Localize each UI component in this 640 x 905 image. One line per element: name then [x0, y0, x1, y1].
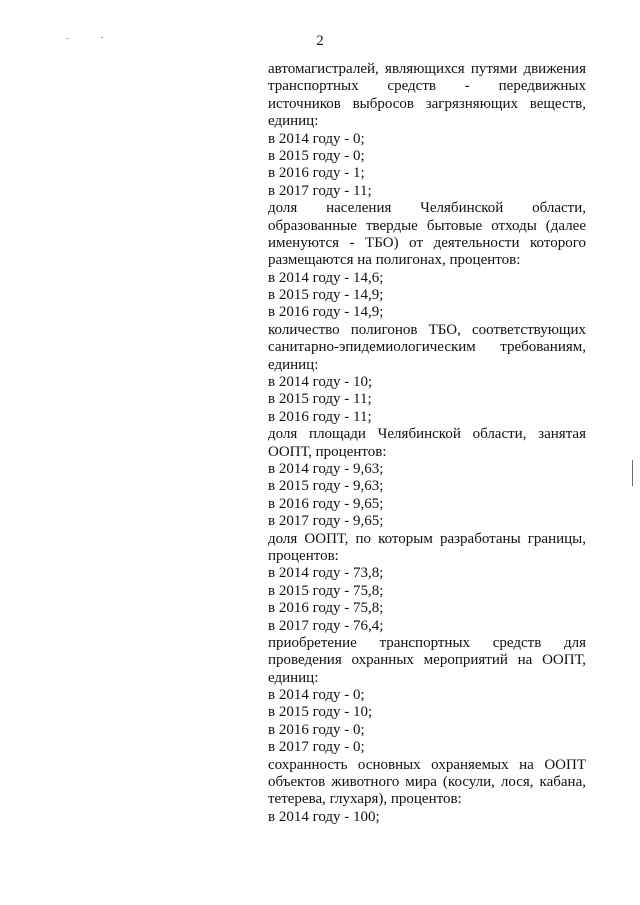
text-line: в 2014 году - 10; [268, 374, 373, 391]
text-line: количество полигонов ТБО, соответствующих [268, 321, 586, 338]
text-line: транспортных средств - передвижных [268, 78, 586, 95]
text-line: приобретение транспортных средств для [268, 634, 586, 651]
text-line: в 2017 году - 11; [268, 182, 372, 199]
text-line: в 2015 году - 0; [268, 147, 365, 164]
text-line: в 2016 году - 11; [268, 408, 372, 425]
text-line: в 2015 году - 9,63; [268, 478, 384, 495]
text-line: объектов животного мира (косули, лося, кабана, [268, 774, 586, 791]
text-line: в 2014 году - 0; [268, 130, 365, 147]
text-line: в 2015 году - 14,9; [268, 287, 384, 304]
text-line: размещаются на полигонах, процентов: [268, 252, 521, 269]
text-line: доля площади Челябинской области, занятая [268, 426, 586, 443]
text-line: в 2017 году - 76,4; [268, 617, 384, 634]
text-line: источников выбросов загрязняющих веществ, [268, 95, 586, 112]
text-line: тетерева, глухаря), процентов: [268, 791, 462, 808]
text-line: в 2016 году - 14,9; [268, 304, 384, 321]
text-line: в 2014 году - 9,63; [268, 460, 384, 477]
text-line: единиц: [268, 356, 319, 373]
text-line: в 2014 году - 0; [268, 687, 365, 704]
text-line: в 2014 году - 14,6; [268, 269, 384, 286]
text-line: образованные твердые бытовые отходы (далее [268, 217, 586, 234]
text-line: в 2017 году - 0; [268, 739, 365, 756]
text-line: санитарно-эпидемиологическим требованиям, [268, 339, 586, 356]
text-line: в 2017 году - 9,65; [268, 513, 384, 530]
text-line: доля ООПТ, по которым разработаны границы, [268, 530, 586, 547]
text-line: в 2016 году - 9,65; [268, 495, 384, 512]
text-line: в 2016 году - 75,8; [268, 600, 384, 617]
text-line: проведения охранных мероприятий на ООПТ, [268, 652, 586, 669]
text-line: в 2015 году - 10; [268, 704, 373, 721]
text-line: в 2014 году - 100; [268, 808, 380, 825]
text-line: в 2014 году - 73,8; [268, 565, 384, 582]
text-line: в 2015 году - 75,8; [268, 582, 384, 599]
text-line: автомагистралей, являющихся путями движения [268, 61, 586, 77]
text-line: доля населения Челябинской области, [268, 200, 586, 217]
text-line: в 2015 году - 11; [268, 391, 372, 408]
text-line: ООПТ, процентов: [268, 443, 387, 460]
document-body [268, 61, 586, 826]
text-line: в 2016 году - 0; [268, 721, 365, 738]
page-number: 2 [316, 33, 324, 49]
text-line: единиц: [268, 113, 319, 130]
text-line: сохранность основных охраняемых на ООПТ [268, 756, 586, 773]
text-line: процентов: [268, 547, 339, 564]
text-line: единиц: [268, 669, 319, 686]
scan-edge-mark [632, 460, 633, 486]
text-line: именуются - ТБО) от деятельности которого [268, 234, 586, 251]
text-line: в 2016 году - 1; [268, 165, 365, 182]
